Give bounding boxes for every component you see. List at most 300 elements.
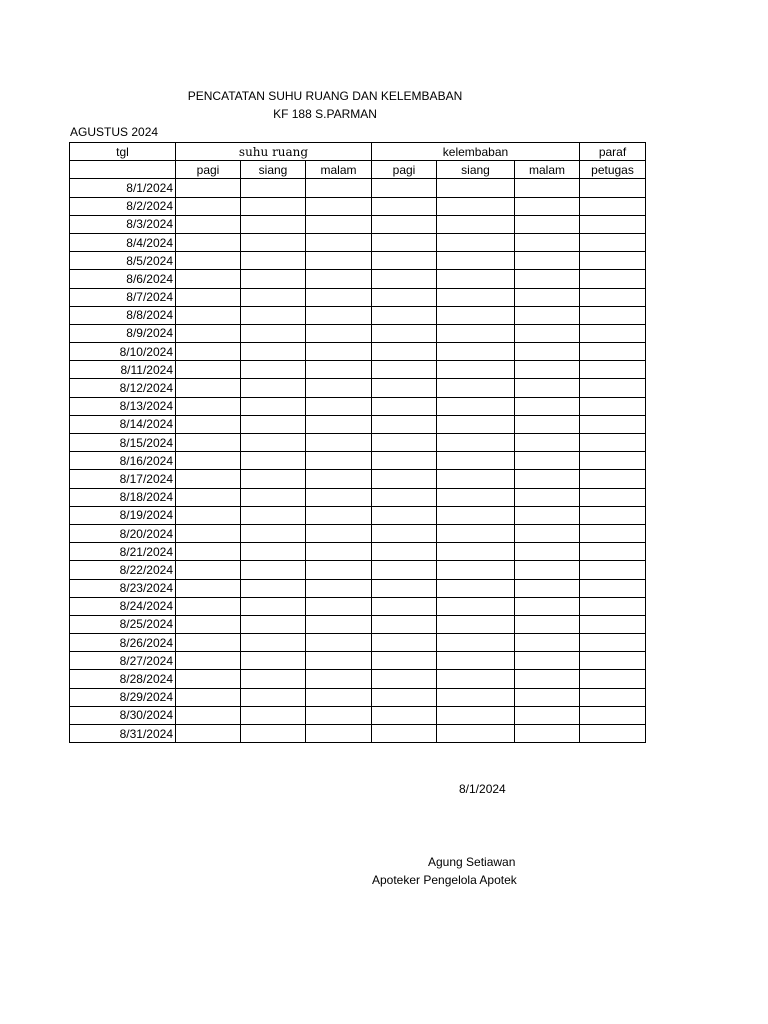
temp-night-cell[interactable]	[306, 688, 372, 706]
humidity-morning-cell[interactable]	[372, 597, 437, 615]
log-table	[69, 142, 646, 743]
table-row	[70, 452, 646, 470]
date-cell: 8/9/2024	[70, 324, 176, 342]
humidity-noon-cell[interactable]	[437, 688, 515, 706]
temp-morning-cell[interactable]	[176, 379, 241, 397]
humidity-morning-cell[interactable]	[372, 197, 437, 215]
temp-noon-cell[interactable]	[241, 397, 306, 415]
temp-night-cell[interactable]	[306, 524, 372, 542]
signature-cell[interactable]	[580, 670, 646, 688]
humidity-noon-cell[interactable]	[437, 634, 515, 652]
signature-cell[interactable]	[580, 634, 646, 652]
humidity-noon-cell[interactable]	[437, 252, 515, 270]
date-cell: 8/25/2024	[70, 615, 176, 633]
temperature-night-header: malam	[306, 161, 372, 179]
humidity-morning-cell[interactable]	[372, 306, 437, 324]
temp-morning-cell[interactable]	[176, 579, 241, 597]
temp-noon-cell[interactable]	[241, 233, 306, 251]
signature-cell[interactable]	[580, 434, 646, 452]
temp-night-cell[interactable]	[306, 470, 372, 488]
signer-name: Agung Setiawan	[428, 855, 516, 869]
temp-morning-cell[interactable]	[176, 615, 241, 633]
humidity-night-cell[interactable]	[515, 506, 580, 524]
signature-cell[interactable]	[580, 415, 646, 433]
signature-cell[interactable]	[580, 233, 646, 251]
date-cell: 8/16/2024	[70, 452, 176, 470]
table-row	[70, 343, 646, 361]
humidity-night-cell[interactable]	[515, 634, 580, 652]
humidity-morning-cell[interactable]	[372, 343, 437, 361]
humidity-noon-cell[interactable]	[437, 706, 515, 724]
humidity-night-cell[interactable]	[515, 415, 580, 433]
table-row	[70, 288, 646, 306]
temp-morning-cell[interactable]	[176, 706, 241, 724]
humidity-morning-cell[interactable]	[372, 524, 437, 542]
signature-cell[interactable]	[580, 543, 646, 561]
date-cell: 8/13/2024	[70, 397, 176, 415]
date-cell: 8/12/2024	[70, 379, 176, 397]
humidity-morning-cell[interactable]	[372, 270, 437, 288]
signature-cell[interactable]	[580, 452, 646, 470]
temp-noon-cell[interactable]	[241, 434, 306, 452]
table-row	[70, 488, 646, 506]
humidity-noon-cell[interactable]	[437, 306, 515, 324]
temp-morning-cell[interactable]	[176, 506, 241, 524]
temp-night-cell[interactable]	[306, 252, 372, 270]
temp-noon-cell[interactable]	[241, 524, 306, 542]
temp-noon-cell[interactable]	[241, 688, 306, 706]
signature-cell[interactable]	[580, 470, 646, 488]
temperature-noon-header: siang	[241, 161, 306, 179]
temp-morning-cell[interactable]	[176, 634, 241, 652]
temp-morning-cell[interactable]	[176, 288, 241, 306]
humidity-night-header: malam	[515, 161, 580, 179]
date-cell: 8/4/2024	[70, 233, 176, 251]
humidity-night-cell[interactable]	[515, 434, 580, 452]
humidity-night-cell[interactable]	[515, 597, 580, 615]
temp-noon-cell[interactable]	[241, 615, 306, 633]
signature-cell[interactable]	[580, 579, 646, 597]
humidity-morning-cell[interactable]	[372, 215, 437, 233]
temp-night-cell[interactable]	[306, 397, 372, 415]
temp-noon-cell[interactable]	[241, 670, 306, 688]
signature-cell[interactable]	[580, 215, 646, 233]
sign-column-header-bottom: petugas	[580, 161, 646, 179]
temp-night-cell[interactable]	[306, 434, 372, 452]
temp-morning-cell[interactable]	[176, 434, 241, 452]
signature-cell[interactable]	[580, 197, 646, 215]
table-row	[70, 270, 646, 288]
temp-night-cell[interactable]	[306, 488, 372, 506]
date-cell: 8/31/2024	[70, 725, 176, 743]
table-row	[70, 615, 646, 633]
temp-night-cell[interactable]	[306, 270, 372, 288]
table-row	[70, 670, 646, 688]
date-cell: 8/29/2024	[70, 688, 176, 706]
signature-cell[interactable]	[580, 397, 646, 415]
period-label: AGUSTUS 2024	[70, 125, 159, 139]
temp-noon-cell[interactable]	[241, 288, 306, 306]
temp-night-cell[interactable]	[306, 597, 372, 615]
humidity-night-cell[interactable]	[515, 379, 580, 397]
humidity-morning-cell[interactable]	[372, 361, 437, 379]
temp-noon-cell[interactable]	[241, 634, 306, 652]
humidity-morning-cell[interactable]	[372, 452, 437, 470]
humidity-night-cell[interactable]	[515, 561, 580, 579]
temp-morning-cell[interactable]	[176, 561, 241, 579]
signature-cell[interactable]	[580, 288, 646, 306]
humidity-morning-cell[interactable]	[372, 233, 437, 251]
humidity-noon-cell[interactable]	[437, 233, 515, 251]
date-column-header: tgl	[70, 143, 176, 161]
table-row	[70, 579, 646, 597]
humidity-morning-cell[interactable]	[372, 615, 437, 633]
temp-morning-cell[interactable]	[176, 270, 241, 288]
humidity-morning-cell[interactable]	[372, 688, 437, 706]
signer-role: Apoteker Pengelola Apotek	[372, 873, 517, 887]
signature-cell[interactable]	[580, 361, 646, 379]
table-row	[70, 524, 646, 542]
humidity-noon-cell[interactable]	[437, 543, 515, 561]
temp-night-cell[interactable]	[306, 725, 372, 743]
humidity-noon-cell[interactable]	[437, 270, 515, 288]
humidity-noon-cell[interactable]	[437, 434, 515, 452]
temp-morning-cell[interactable]	[176, 452, 241, 470]
humidity-noon-cell[interactable]	[437, 524, 515, 542]
temp-noon-cell[interactable]	[241, 725, 306, 743]
signature-cell[interactable]	[580, 252, 646, 270]
temp-night-cell[interactable]	[306, 343, 372, 361]
temp-noon-cell[interactable]	[241, 470, 306, 488]
date-cell: 8/22/2024	[70, 561, 176, 579]
table-row	[70, 415, 646, 433]
humidity-night-cell[interactable]	[515, 543, 580, 561]
temp-noon-cell[interactable]	[241, 215, 306, 233]
signature-cell[interactable]	[580, 379, 646, 397]
humidity-night-cell[interactable]	[515, 652, 580, 670]
humidity-noon-cell[interactable]	[437, 725, 515, 743]
document-subtitle: KF 188 S.PARMAN	[273, 107, 377, 121]
signature-cell[interactable]	[580, 343, 646, 361]
signature-cell[interactable]	[580, 524, 646, 542]
table-row	[70, 379, 646, 397]
temp-morning-cell[interactable]	[176, 415, 241, 433]
humidity-noon-cell[interactable]	[437, 470, 515, 488]
humidity-morning-cell[interactable]	[372, 488, 437, 506]
date-cell: 8/19/2024	[70, 506, 176, 524]
signature-cell[interactable]	[580, 488, 646, 506]
humidity-night-cell[interactable]	[515, 215, 580, 233]
humidity-night-cell[interactable]	[515, 524, 580, 542]
temp-noon-cell[interactable]	[241, 488, 306, 506]
temp-morning-cell[interactable]	[176, 197, 241, 215]
date-cell: 8/24/2024	[70, 597, 176, 615]
humidity-noon-cell[interactable]	[437, 343, 515, 361]
humidity-noon-cell[interactable]	[437, 397, 515, 415]
humidity-night-cell[interactable]	[515, 579, 580, 597]
humidity-morning-cell[interactable]	[372, 652, 437, 670]
humidity-noon-cell[interactable]	[437, 488, 515, 506]
temperature-morning-header: pagi	[176, 161, 241, 179]
log-table-body	[70, 143, 646, 743]
temp-noon-cell[interactable]	[241, 306, 306, 324]
humidity-noon-cell[interactable]	[437, 579, 515, 597]
temp-morning-cell[interactable]	[176, 597, 241, 615]
humidity-noon-header: siang	[437, 161, 515, 179]
temperature-group-header: suhu ruang	[176, 143, 372, 161]
temp-night-cell[interactable]	[306, 415, 372, 433]
temp-night-cell[interactable]	[306, 215, 372, 233]
temp-night-cell[interactable]	[306, 306, 372, 324]
temp-noon-cell[interactable]	[241, 179, 306, 197]
humidity-night-cell[interactable]	[515, 688, 580, 706]
temp-morning-cell[interactable]	[176, 488, 241, 506]
temp-noon-cell[interactable]	[241, 452, 306, 470]
humidity-morning-cell[interactable]	[372, 470, 437, 488]
signature-cell[interactable]	[580, 725, 646, 743]
temp-noon-cell[interactable]	[241, 361, 306, 379]
date-cell: 8/5/2024	[70, 252, 176, 270]
signature-cell[interactable]	[580, 688, 646, 706]
temp-night-cell[interactable]	[306, 615, 372, 633]
humidity-night-cell[interactable]	[515, 270, 580, 288]
temp-night-cell[interactable]	[306, 197, 372, 215]
humidity-night-cell[interactable]	[515, 306, 580, 324]
temp-night-cell[interactable]	[306, 324, 372, 342]
table-row	[70, 543, 646, 561]
humidity-morning-cell[interactable]	[372, 252, 437, 270]
humidity-night-cell[interactable]	[515, 179, 580, 197]
table-row	[70, 706, 646, 724]
humidity-night-cell[interactable]	[515, 615, 580, 633]
temp-night-cell[interactable]	[306, 452, 372, 470]
humidity-night-cell[interactable]	[515, 197, 580, 215]
date-cell: 8/6/2024	[70, 270, 176, 288]
date-cell: 8/15/2024	[70, 434, 176, 452]
humidity-morning-cell[interactable]	[372, 397, 437, 415]
temp-noon-cell[interactable]	[241, 579, 306, 597]
humidity-noon-cell[interactable]	[437, 670, 515, 688]
date-cell: 8/28/2024	[70, 670, 176, 688]
humidity-morning-cell[interactable]	[372, 579, 437, 597]
date-cell: 8/7/2024	[70, 288, 176, 306]
temp-noon-cell[interactable]	[241, 415, 306, 433]
table-row	[70, 688, 646, 706]
temp-noon-cell[interactable]	[241, 324, 306, 342]
signature-cell[interactable]	[580, 506, 646, 524]
table-row	[70, 215, 646, 233]
humidity-morning-cell[interactable]	[372, 725, 437, 743]
temp-morning-cell[interactable]	[176, 252, 241, 270]
table-row	[70, 597, 646, 615]
signature-cell[interactable]	[580, 706, 646, 724]
date-cell: 8/11/2024	[70, 361, 176, 379]
temp-morning-cell[interactable]	[176, 361, 241, 379]
humidity-night-cell[interactable]	[515, 324, 580, 342]
humidity-noon-cell[interactable]	[437, 652, 515, 670]
humidity-night-cell[interactable]	[515, 233, 580, 251]
humidity-night-cell[interactable]	[515, 452, 580, 470]
temp-night-cell[interactable]	[306, 288, 372, 306]
date-cell: 8/3/2024	[70, 215, 176, 233]
temp-night-cell[interactable]	[306, 670, 372, 688]
humidity-noon-cell[interactable]	[437, 361, 515, 379]
temp-night-cell[interactable]	[306, 706, 372, 724]
humidity-morning-cell[interactable]	[372, 543, 437, 561]
table-row	[70, 652, 646, 670]
signature-cell[interactable]	[580, 179, 646, 197]
table-row	[70, 233, 646, 251]
signature-cell[interactable]	[580, 324, 646, 342]
humidity-morning-cell[interactable]	[372, 706, 437, 724]
temp-noon-cell[interactable]	[241, 379, 306, 397]
humidity-night-cell[interactable]	[515, 397, 580, 415]
humidity-morning-cell[interactable]	[372, 434, 437, 452]
temp-noon-cell[interactable]	[241, 561, 306, 579]
humidity-noon-cell[interactable]	[437, 597, 515, 615]
temp-noon-cell[interactable]	[241, 270, 306, 288]
temp-morning-cell[interactable]	[176, 306, 241, 324]
temp-morning-cell[interactable]	[176, 725, 241, 743]
humidity-noon-cell[interactable]	[437, 179, 515, 197]
temp-morning-cell[interactable]	[176, 397, 241, 415]
table-row	[70, 324, 646, 342]
temp-night-cell[interactable]	[306, 233, 372, 251]
signature-cell[interactable]	[580, 615, 646, 633]
humidity-noon-cell[interactable]	[437, 288, 515, 306]
temp-morning-cell[interactable]	[176, 543, 241, 561]
temp-night-cell[interactable]	[306, 652, 372, 670]
table-row	[70, 179, 646, 197]
humidity-night-cell[interactable]	[515, 252, 580, 270]
table-row	[70, 434, 646, 452]
humidity-morning-cell[interactable]	[372, 634, 437, 652]
temp-night-cell[interactable]	[306, 579, 372, 597]
date-cell: 8/2/2024	[70, 197, 176, 215]
date-cell: 8/14/2024	[70, 415, 176, 433]
temp-night-cell[interactable]	[306, 561, 372, 579]
humidity-noon-cell[interactable]	[437, 379, 515, 397]
temp-night-cell[interactable]	[306, 361, 372, 379]
temp-night-cell[interactable]	[306, 179, 372, 197]
sign-column-header-top: paraf	[580, 143, 646, 161]
document-title: PENCATATAN SUHU RUANG DAN KELEMBABAN	[187, 89, 463, 103]
temp-morning-cell[interactable]	[176, 470, 241, 488]
date-cell: 8/20/2024	[70, 524, 176, 542]
temp-noon-cell[interactable]	[241, 597, 306, 615]
temp-morning-cell[interactable]	[176, 324, 241, 342]
sub-header-row	[70, 161, 646, 179]
temp-noon-cell[interactable]	[241, 706, 306, 724]
table-row	[70, 306, 646, 324]
date-cell: 8/1/2024	[70, 179, 176, 197]
humidity-night-cell[interactable]	[515, 470, 580, 488]
humidity-morning-cell[interactable]	[372, 324, 437, 342]
humidity-noon-cell[interactable]	[437, 561, 515, 579]
humidity-noon-cell[interactable]	[437, 452, 515, 470]
temp-night-cell[interactable]	[306, 543, 372, 561]
date-cell: 8/30/2024	[70, 706, 176, 724]
signature-date: 8/1/2024	[459, 782, 506, 796]
humidity-morning-cell[interactable]	[372, 415, 437, 433]
signature-cell[interactable]	[580, 597, 646, 615]
date-cell: 8/10/2024	[70, 343, 176, 361]
date-cell: 8/18/2024	[70, 488, 176, 506]
humidity-morning-cell[interactable]	[372, 179, 437, 197]
temp-morning-cell[interactable]	[176, 670, 241, 688]
temp-morning-cell[interactable]	[176, 179, 241, 197]
date-subheader-blank	[70, 161, 176, 179]
temp-noon-cell[interactable]	[241, 652, 306, 670]
temp-night-cell[interactable]	[306, 506, 372, 524]
humidity-noon-cell[interactable]	[437, 215, 515, 233]
humidity-morning-header: pagi	[372, 161, 437, 179]
date-cell: 8/17/2024	[70, 470, 176, 488]
date-cell: 8/21/2024	[70, 543, 176, 561]
humidity-group-header: kelembaban	[372, 143, 580, 161]
date-cell: 8/26/2024	[70, 634, 176, 652]
temp-noon-cell[interactable]	[241, 343, 306, 361]
temp-noon-cell[interactable]	[241, 197, 306, 215]
signature-cell[interactable]	[580, 270, 646, 288]
temp-morning-cell[interactable]	[176, 524, 241, 542]
temp-morning-cell[interactable]	[176, 215, 241, 233]
table-row	[70, 397, 646, 415]
table-row	[70, 252, 646, 270]
humidity-noon-cell[interactable]	[437, 415, 515, 433]
temp-noon-cell[interactable]	[241, 543, 306, 561]
humidity-night-cell[interactable]	[515, 288, 580, 306]
table-row	[70, 197, 646, 215]
table-row	[70, 561, 646, 579]
temp-noon-cell[interactable]	[241, 506, 306, 524]
humidity-morning-cell[interactable]	[372, 670, 437, 688]
signature-cell[interactable]	[580, 561, 646, 579]
humidity-noon-cell[interactable]	[437, 324, 515, 342]
temp-noon-cell[interactable]	[241, 252, 306, 270]
group-header-row	[70, 143, 646, 161]
humidity-noon-cell[interactable]	[437, 615, 515, 633]
temp-night-cell[interactable]	[306, 634, 372, 652]
date-cell: 8/23/2024	[70, 579, 176, 597]
humidity-night-cell[interactable]	[515, 706, 580, 724]
humidity-night-cell[interactable]	[515, 343, 580, 361]
humidity-morning-cell[interactable]	[372, 561, 437, 579]
signature-cell[interactable]	[580, 652, 646, 670]
temp-morning-cell[interactable]	[176, 233, 241, 251]
table-row	[70, 725, 646, 743]
humidity-night-cell[interactable]	[515, 361, 580, 379]
temp-night-cell[interactable]	[306, 379, 372, 397]
humidity-night-cell[interactable]	[515, 488, 580, 506]
temp-morning-cell[interactable]	[176, 343, 241, 361]
date-cell: 8/27/2024	[70, 652, 176, 670]
humidity-noon-cell[interactable]	[437, 506, 515, 524]
humidity-night-cell[interactable]	[515, 670, 580, 688]
signature-cell[interactable]	[580, 306, 646, 324]
temp-morning-cell[interactable]	[176, 688, 241, 706]
humidity-morning-cell[interactable]	[372, 379, 437, 397]
humidity-morning-cell[interactable]	[372, 288, 437, 306]
table-row	[70, 470, 646, 488]
temp-morning-cell[interactable]	[176, 652, 241, 670]
table-row	[70, 506, 646, 524]
humidity-night-cell[interactable]	[515, 725, 580, 743]
humidity-morning-cell[interactable]	[372, 506, 437, 524]
humidity-noon-cell[interactable]	[437, 197, 515, 215]
table-row	[70, 634, 646, 652]
date-cell: 8/8/2024	[70, 306, 176, 324]
